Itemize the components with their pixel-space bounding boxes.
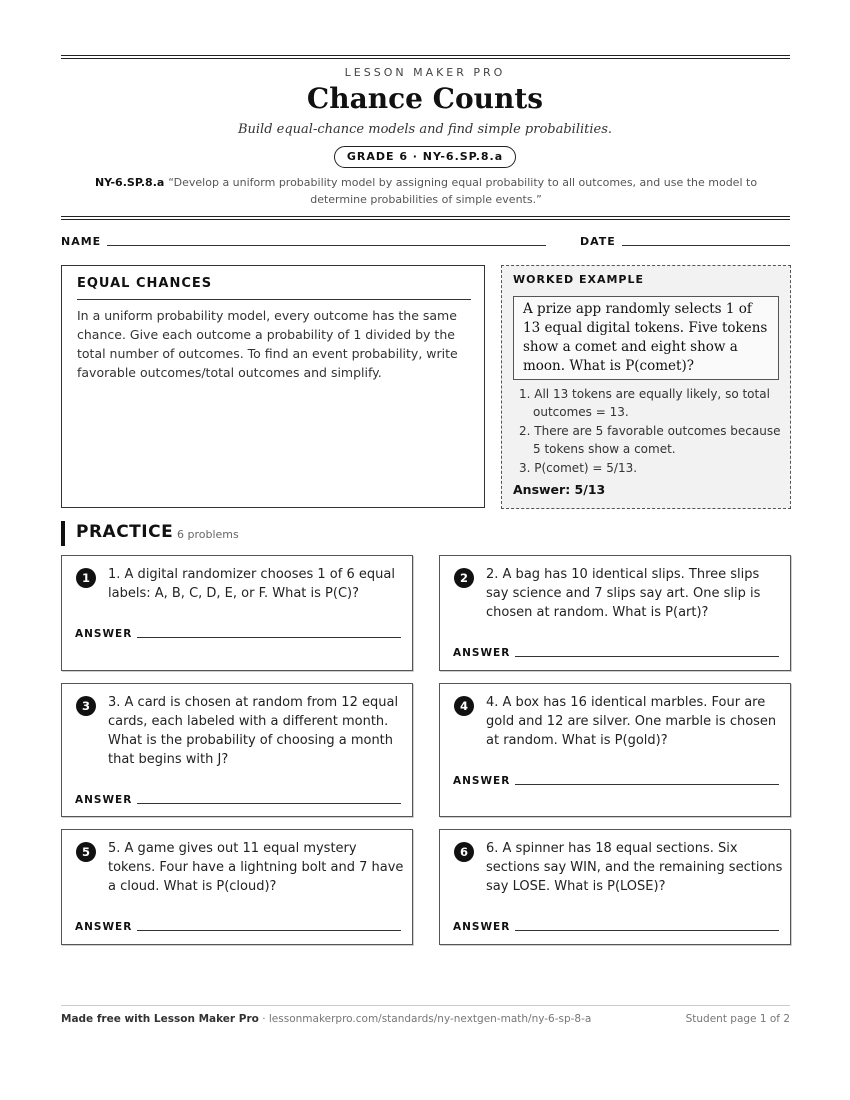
concept-heading: EQUAL CHANCES xyxy=(77,276,213,291)
footer-credit xyxy=(61,1013,591,1025)
answer-line[interactable] xyxy=(137,803,401,804)
answer-label: ANSWER xyxy=(453,775,511,787)
problem-number-badge: 1 xyxy=(76,568,96,588)
worked-step: 3. P(comet) = 5/13. xyxy=(519,461,638,475)
practice-heading: PRACTICE xyxy=(76,522,174,542)
worked-example-heading: WORKED EXAMPLE xyxy=(513,273,644,286)
answer-line[interactable] xyxy=(137,637,401,638)
worked-step: 2. There are 5 favorable outcomes because 5 tokens show a comet. xyxy=(519,424,781,456)
answer-label: ANSWER xyxy=(453,921,511,933)
problem-card-3 xyxy=(61,683,413,817)
answer-line[interactable] xyxy=(515,930,779,931)
problem-card-4 xyxy=(439,683,791,817)
footer-made-with: Made free with Lesson Maker Pro xyxy=(61,1013,259,1025)
problem-text: 3. A card is chosen at random from 12 equal cards, each labeled with a different month. What is the probability of choosing a month that begins with J? xyxy=(108,695,399,767)
problem-text: 2. A bag has 10 identical slips. Three slips say science and 7 slips say art. One slip is chosen at random. What is P(art)? xyxy=(486,567,761,620)
standard-description xyxy=(70,174,782,208)
answer-line[interactable] xyxy=(515,656,779,657)
answer-line[interactable] xyxy=(137,930,401,931)
problem-text: 5. A game gives out 11 equal mystery tokens. Four have a lightning bolt and 7 have a cloud. What is P(cloud)? xyxy=(108,841,404,894)
name-field-line[interactable] xyxy=(107,245,546,246)
problem-text: 4. A box has 16 identical marbles. Four are gold and 12 are silver. One marble is chosen at random. What is P(gold)? xyxy=(486,695,777,748)
answer-label: ANSWER xyxy=(453,647,511,659)
name-label: NAME xyxy=(61,235,102,248)
problem-number-badge: 4 xyxy=(454,696,474,716)
header-top-rule xyxy=(61,55,790,56)
answer-label: ANSWER xyxy=(75,794,133,806)
problem-number-badge: 3 xyxy=(76,696,96,716)
answer-line[interactable] xyxy=(515,784,779,785)
date-label: DATE xyxy=(580,235,616,248)
problem-card-1 xyxy=(61,555,413,671)
header-bottom-rule xyxy=(61,216,790,217)
practice-count: 6 problems xyxy=(177,528,239,541)
concept-box xyxy=(61,265,485,508)
grade-standard-badge: GRADE 6 · NY-6.SP.8.a xyxy=(334,146,516,168)
header-bottom-rule-inner xyxy=(61,219,790,220)
concept-divider xyxy=(77,299,471,300)
answer-label: ANSWER xyxy=(75,628,133,640)
problem-number-badge: 2 xyxy=(454,568,474,588)
problem-number-badge: 5 xyxy=(76,842,96,862)
brand-name: LESSON MAKER PRO xyxy=(344,66,506,79)
problem-card-5 xyxy=(61,829,413,945)
standard-text: “Develop a uniform probability model by assigning equal probability to all outcomes, and use the model to determine probabilities of simple events.” xyxy=(168,176,758,206)
problem-card-6 xyxy=(439,829,791,945)
problem-text: 6. A spinner has 18 equal sections. Six sections say WIN, and the remaining sections say LOSE. What is P(LOSE)? xyxy=(486,841,783,894)
date-field-line[interactable] xyxy=(622,245,790,246)
worked-example-answer: Answer: 5/13 xyxy=(513,482,606,497)
footer-page-number: Student page 1 of 2 xyxy=(685,1013,790,1025)
header-top-rule-inner xyxy=(61,58,790,59)
worksheet-subtitle: Build equal-chance models and find simple probabilities. xyxy=(237,122,613,137)
problem-number-badge: 6 xyxy=(454,842,474,862)
worksheet-title: Chance Counts xyxy=(306,82,544,115)
worked-example-question: A prize app randomly selects 1 of 13 equal digital tokens. Five tokens show a comet and eight show a moon. What is P(comet)? xyxy=(513,296,779,380)
problem-text: 1. A digital randomizer chooses 1 of 6 equal labels: A, B, C, D, E, or F. What is P(C)? xyxy=(108,567,395,601)
practice-accent-bar xyxy=(61,521,65,546)
footer-url[interactable]: · lessonmakerpro.com/standards/ny-nextgen-math/ny-6-sp-8-a xyxy=(262,1013,592,1025)
worked-example-box xyxy=(501,265,791,509)
problem-card-2 xyxy=(439,555,791,671)
standard-code: NY-6.SP.8.a xyxy=(94,176,165,189)
worked-step: 1. All 13 tokens are equally likely, so total outcomes = 13. xyxy=(519,387,770,419)
worked-example-steps xyxy=(519,385,785,478)
answer-label: ANSWER xyxy=(75,921,133,933)
footer-divider xyxy=(61,1005,790,1006)
concept-body: In a uniform probability model, every outcome has the same chance. Give each outcome a probability of 1 divided by the total number of outcomes. To find an event probability, write favorable outcomes/total outcomes and simplify. xyxy=(77,308,458,380)
